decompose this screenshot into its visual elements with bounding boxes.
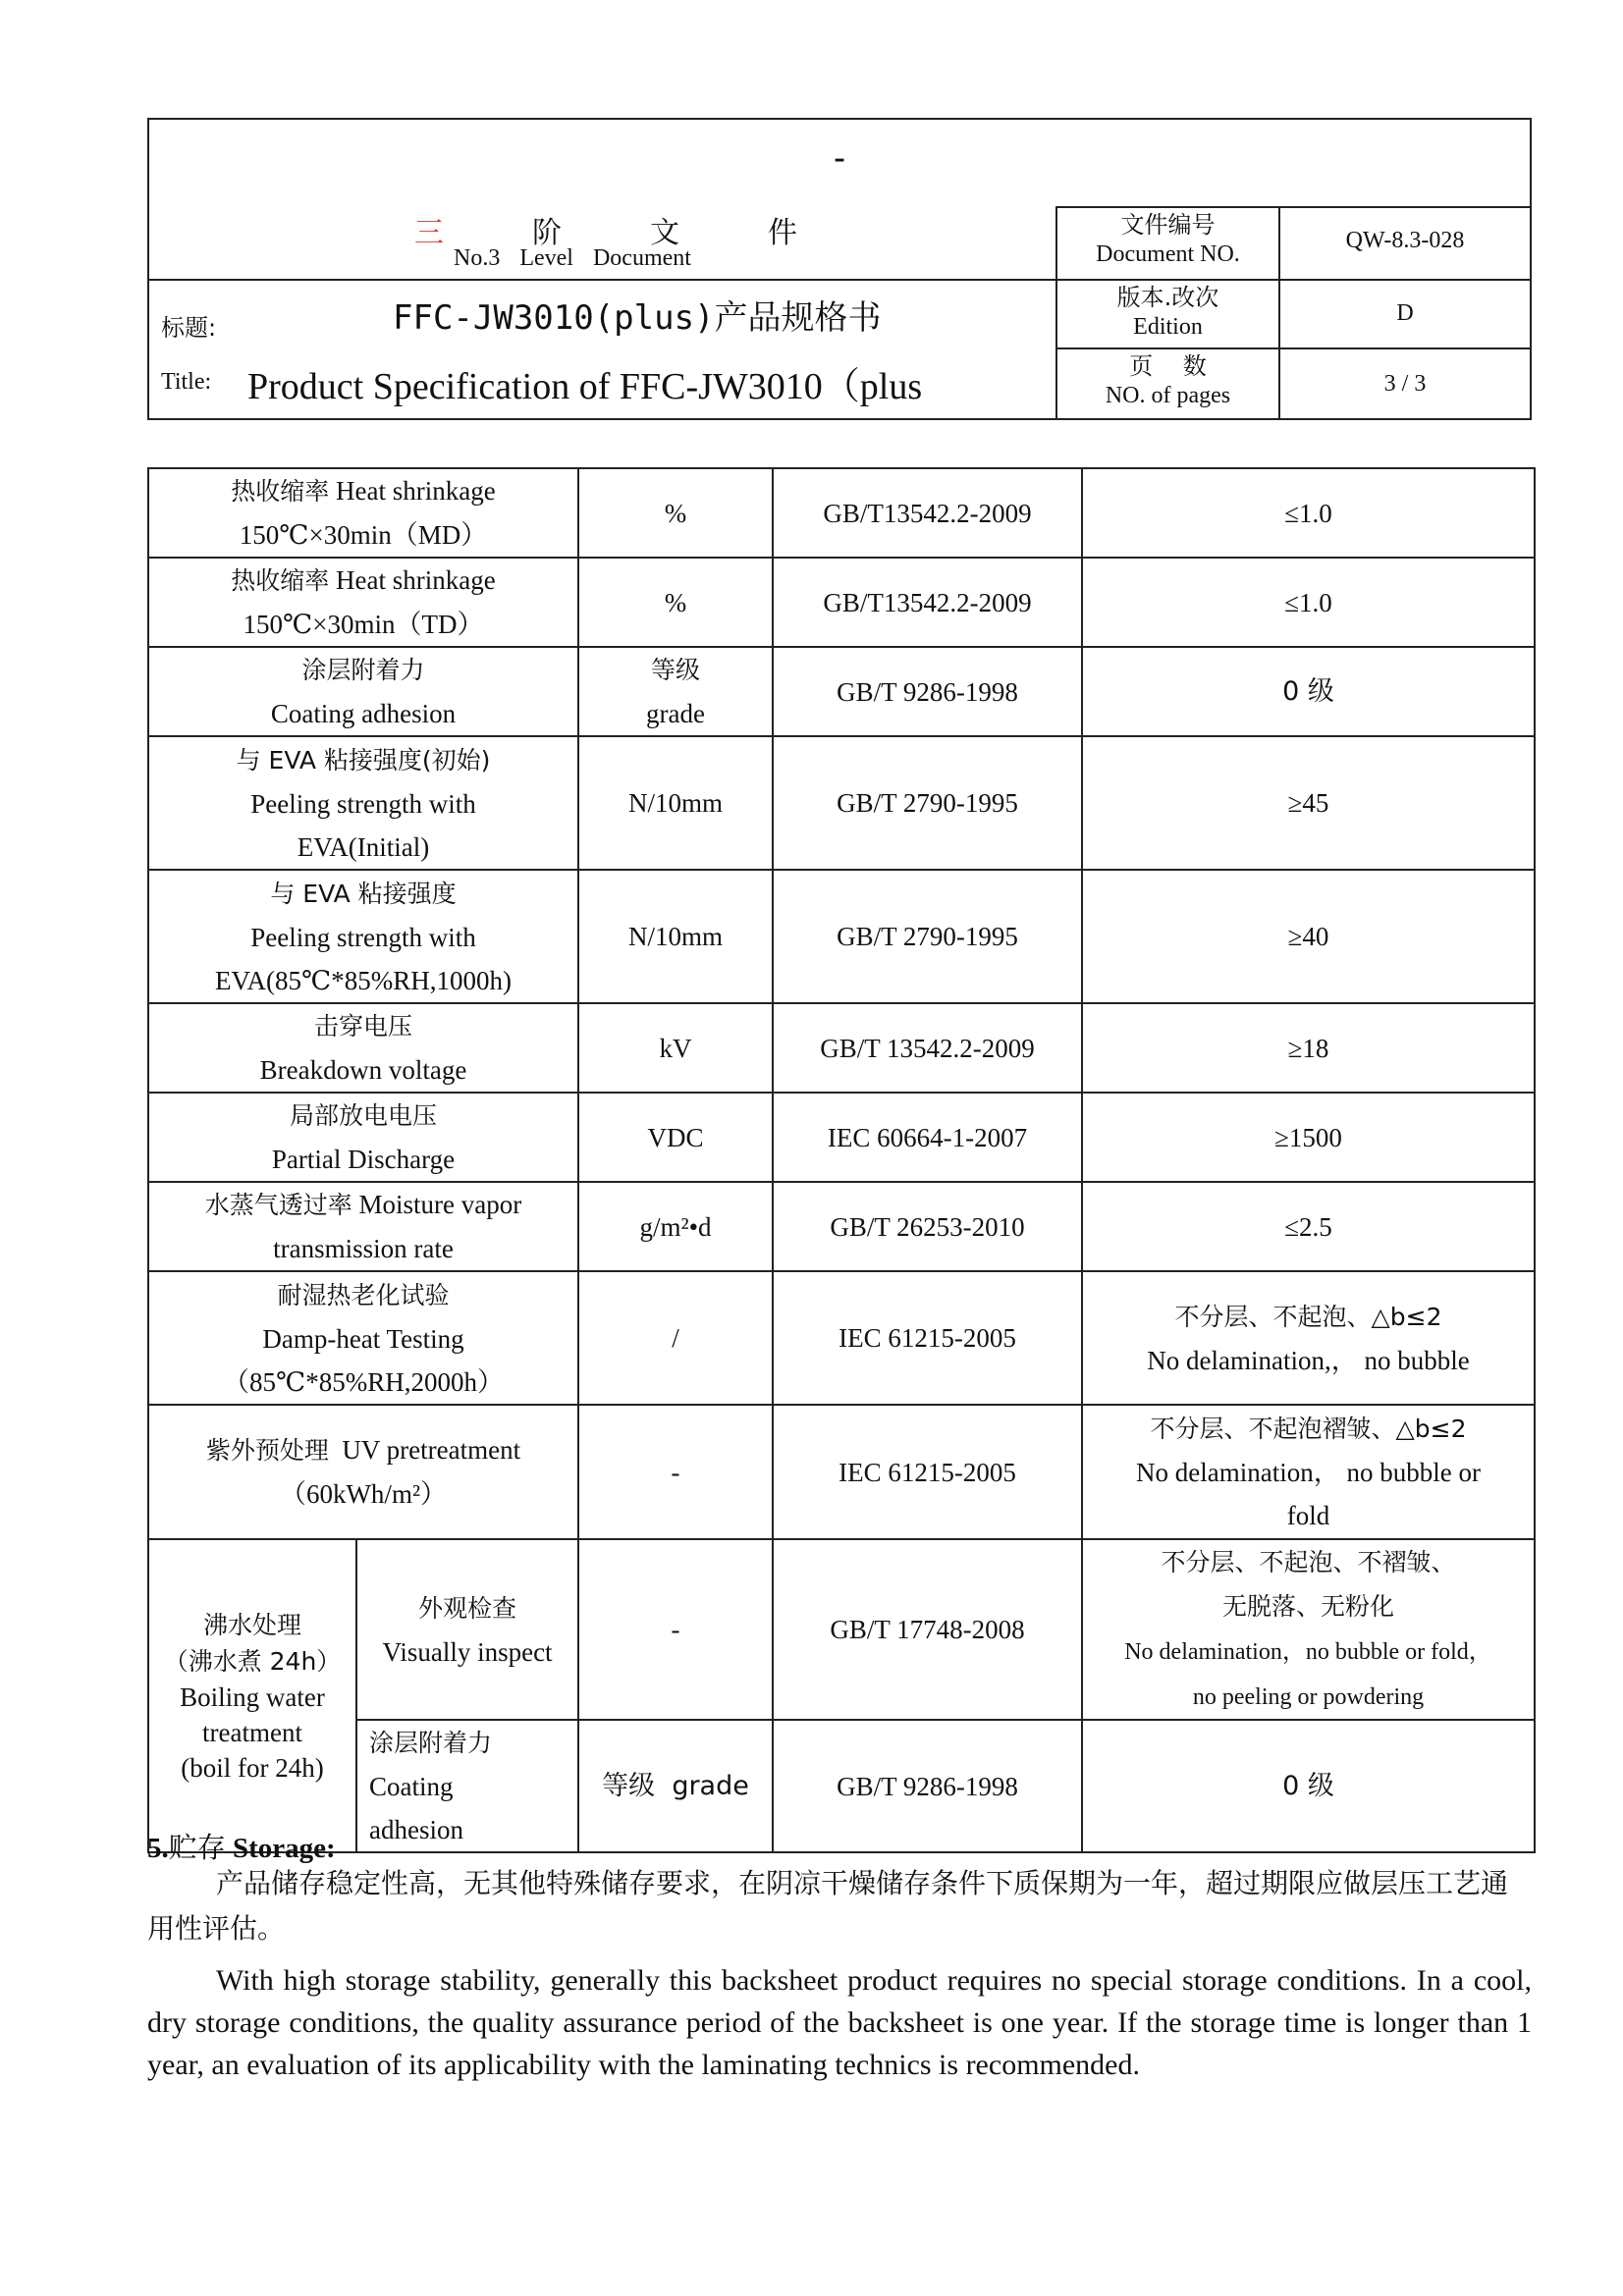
value-cell: 不分层、不起泡褶皱、△b≤2 No delamination， no bubble or fold bbox=[1082, 1405, 1535, 1539]
unit-cell: % bbox=[578, 468, 773, 558]
table-row bbox=[148, 870, 1535, 1003]
value-cell: ≤2.5 bbox=[1082, 1182, 1535, 1271]
unit-cell: % bbox=[578, 558, 773, 647]
item-cell: 热收缩率 Heat shrinkage 150℃×30min（TD） bbox=[148, 558, 578, 647]
method-cell: IEC 61215-2005 bbox=[773, 1271, 1082, 1405]
edition-label: 版本.改次 Edition bbox=[1116, 284, 1219, 340]
unit-cell: N/10mm bbox=[578, 736, 773, 870]
method-cell: GB/T 9286-1998 bbox=[773, 1720, 1082, 1852]
value-cell: ≤1.0 bbox=[1082, 558, 1535, 647]
value-cell: ≥1500 bbox=[1082, 1093, 1535, 1182]
value-cell: ≥45 bbox=[1082, 736, 1535, 870]
pages-label: 页 数 NO. of pages bbox=[1105, 352, 1231, 408]
table-row bbox=[148, 1405, 1535, 1539]
table-row bbox=[148, 1271, 1535, 1405]
divider bbox=[1055, 347, 1530, 349]
value-cell: 不分层、不起泡、△b≤2 No delamination,， no bubble bbox=[1082, 1271, 1535, 1405]
unit-cell: kV bbox=[578, 1003, 773, 1093]
unit-cell: / bbox=[578, 1271, 773, 1405]
table-row bbox=[148, 1003, 1535, 1093]
method-cell: GB/T13542.2-2009 bbox=[773, 558, 1082, 647]
table-row bbox=[148, 1720, 1535, 1852]
pages-value: 3 / 3 bbox=[1383, 371, 1427, 397]
method-cell: IEC 60664-1-2007 bbox=[773, 1093, 1082, 1182]
title-cn: FFC-JW3010(plus)产品规格书 bbox=[393, 298, 882, 338]
table-row bbox=[148, 1093, 1535, 1182]
storage-text-en: With high storage stability, generally this backsheet product requires no special storage conditions. In a cool, dry storage conditions, the quality assurance period of the backsheet is one year. If the storage time is longer than 1 year, an evaluation of its applicability with the laminating technics is recommended. bbox=[147, 1964, 1532, 2081]
method-cell: GB/T 9286-1998 bbox=[773, 647, 1082, 736]
spec-table bbox=[147, 467, 1536, 1853]
value-cell: 不分层、不起泡、不褶皱、 无脱落、无粉化 No delamination，no bubble or fold， no peeling or powdering bbox=[1082, 1539, 1535, 1720]
unit-cell: VDC bbox=[578, 1093, 773, 1182]
unit-cell: 等级 grade bbox=[578, 647, 773, 736]
title-en: Product Specification of FFC-JW3010（plus bbox=[247, 366, 923, 407]
edition-value: D bbox=[1396, 300, 1414, 326]
level-char: 三 bbox=[414, 216, 444, 250]
item-cell: 水蒸气透过率 Moisture vapor transmission rate bbox=[148, 1182, 578, 1271]
unit-cell: 等级 grade bbox=[578, 1720, 773, 1852]
table-row bbox=[148, 1182, 1535, 1271]
storage-heading: 5.贮存 Storage: bbox=[147, 1831, 336, 1864]
level-char: 件 bbox=[768, 216, 797, 250]
method-cell: GB/T 2790-1995 bbox=[773, 736, 1082, 870]
level-char: 文 bbox=[650, 216, 679, 250]
level-char: 阶 bbox=[532, 216, 562, 250]
method-cell: GB/T 17748-2008 bbox=[773, 1539, 1082, 1720]
storage-text-cn: 产品储存稳定性高，无其他特殊储存要求，在阴凉干燥储存条件下质保期为一年，超过期限应做层压工艺通用性评估。 bbox=[147, 1867, 1509, 1945]
divider bbox=[1055, 206, 1530, 208]
title-cn-label: 标题: bbox=[161, 314, 217, 342]
method-cell: GB/T 2790-1995 bbox=[773, 870, 1082, 1003]
value-cell: ≥18 bbox=[1082, 1003, 1535, 1093]
item-cell: 外观检查 Visually inspect bbox=[356, 1539, 578, 1720]
document-header bbox=[147, 118, 1532, 420]
table-row bbox=[148, 1539, 1535, 1720]
method-cell: GB/T 26253-2010 bbox=[773, 1182, 1082, 1271]
unit-cell: - bbox=[578, 1539, 773, 1720]
method-cell: GB/T 13542.2-2009 bbox=[773, 1003, 1082, 1093]
doc-no-value: QW-8.3-028 bbox=[1345, 228, 1465, 253]
item-cell: 与 EVA 粘接强度 Peeling strength with EVA(85℃*85%RH,1000h) bbox=[148, 870, 578, 1003]
item-cell: 涂层附着力 Coating adhesion bbox=[356, 1720, 578, 1852]
item-cell: 局部放电电压 Partial Discharge bbox=[148, 1093, 578, 1182]
value-cell: ≤1.0 bbox=[1082, 468, 1535, 558]
unit-cell: g/m²•d bbox=[578, 1182, 773, 1271]
level-en: No.3 Level Document bbox=[454, 245, 691, 271]
table-row bbox=[148, 647, 1535, 736]
table-row bbox=[148, 468, 1535, 558]
item-cell: 与 EVA 粘接强度(初始) Peeling strength with EVA(Initial) bbox=[148, 736, 578, 870]
item-cell: 涂层附着力 Coating adhesion bbox=[148, 647, 578, 736]
item-cell: 耐湿热老化试验 Damp-heat Testing （85℃*85%RH,2000h） bbox=[148, 1271, 578, 1405]
unit-cell: N/10mm bbox=[578, 870, 773, 1003]
unit-cell: - bbox=[578, 1405, 773, 1539]
item-cell: 热收缩率 Heat shrinkage 150℃×30min（MD） bbox=[148, 468, 578, 558]
method-cell: IEC 61215-2005 bbox=[773, 1405, 1082, 1539]
title-en-label: Title: bbox=[161, 369, 212, 395]
value-cell: 0 级 bbox=[1082, 647, 1535, 736]
value-cell: ≥40 bbox=[1082, 870, 1535, 1003]
table-row bbox=[148, 558, 1535, 647]
item-cell: 紫外预处理 UV pretreatment （60kWh/m²） bbox=[148, 1405, 578, 1539]
boiling-group-cell: 沸水处理 （沸水煮 24h） Boiling water treatment (boil for 24h) bbox=[148, 1539, 356, 1852]
method-cell: GB/T13542.2-2009 bbox=[773, 468, 1082, 558]
header-mark: - bbox=[834, 139, 845, 176]
divider bbox=[149, 279, 1530, 281]
table-row bbox=[148, 736, 1535, 870]
value-cell: 0 级 bbox=[1082, 1720, 1535, 1852]
doc-no-label: 文件编号 Document NO. bbox=[1096, 211, 1240, 267]
item-cell: 击穿电压 Breakdown voltage bbox=[148, 1003, 578, 1093]
